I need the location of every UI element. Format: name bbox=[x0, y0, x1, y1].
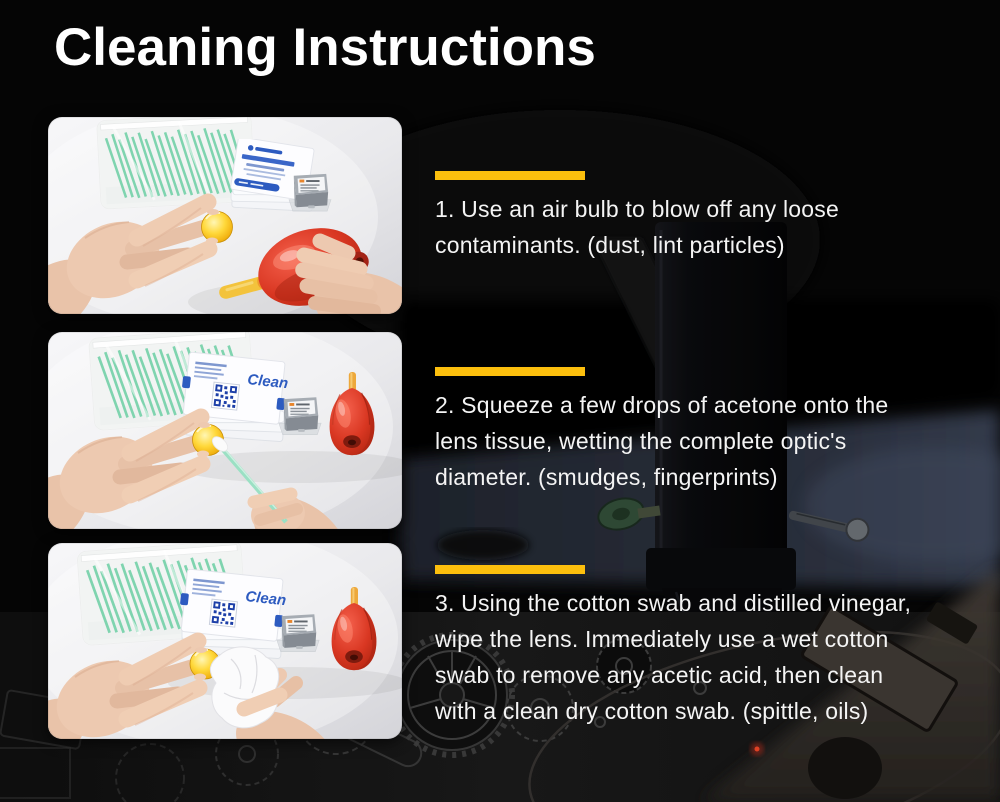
step-3-instructions bbox=[435, 565, 911, 729]
step-photo-cotton-swab bbox=[48, 332, 402, 529]
step-3-text-line: 3. Using the cotton swab and distilled vinegar, bbox=[435, 590, 912, 616]
step-3-text-line: wipe the lens. Immediately use a wet cotton bbox=[435, 626, 889, 652]
step-3-text-line: swab to remove any acetic acid, then clean bbox=[435, 662, 884, 688]
step-3-accent-bar bbox=[435, 565, 585, 574]
step-2-text-line: diameter. (smudges, fingerprints) bbox=[435, 464, 778, 490]
step-1-instructions bbox=[435, 171, 839, 263]
wipes-brand-label: Clean bbox=[246, 371, 289, 393]
step-2-text-line: 2. Squeeze a few drops of acetone onto the bbox=[435, 392, 889, 418]
step-1-accent-bar bbox=[435, 171, 585, 180]
step-2-text-line: lens tissue, wetting the complete optic's bbox=[435, 428, 847, 454]
step-photo-air-bulb bbox=[48, 117, 402, 314]
page-title: Cleaning Instructions bbox=[54, 18, 596, 77]
step-2-instructions bbox=[435, 367, 888, 495]
step-photo-lens-tissue bbox=[48, 543, 402, 739]
step-1-text-line: contaminants. (dust, lint particles) bbox=[435, 232, 785, 258]
step-1-text-line: 1. Use an air bulb to blow off any loose bbox=[435, 196, 839, 222]
wipes-brand-label: Clean bbox=[244, 588, 287, 610]
step-3-text-line: with a clean dry cotton swab. (spittle, oils) bbox=[435, 698, 869, 724]
step-2-accent-bar bbox=[435, 367, 585, 376]
